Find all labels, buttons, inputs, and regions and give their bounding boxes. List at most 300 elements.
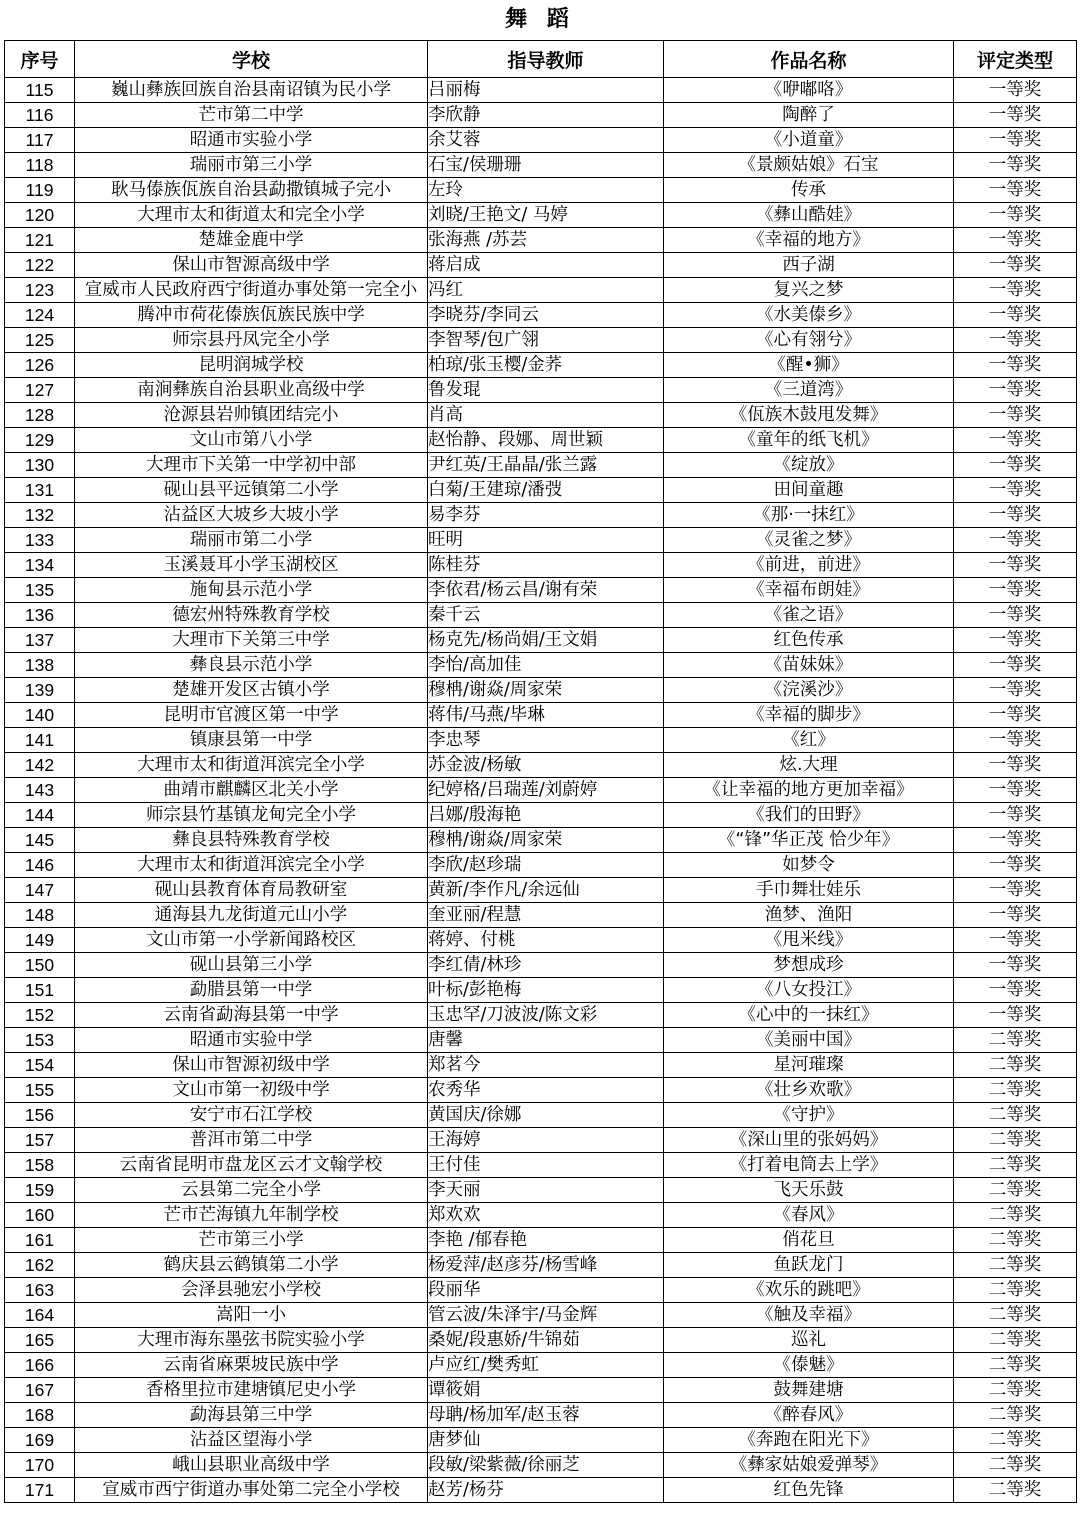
cell-teacher: 李艳 /郁春艳: [428, 1228, 664, 1253]
cell-school: 耿马傣族佤族自治县勐撒镇城子完小: [75, 178, 428, 203]
cell-school: 楚雄金鹿中学: [75, 228, 428, 253]
cell-number: 124: [5, 303, 75, 328]
cell-school: 昆明市官渡区第一中学: [75, 703, 428, 728]
table-row: [5, 1203, 1077, 1228]
cell-number: 142: [5, 753, 75, 778]
cell-work: 《壮乡欢歌》: [664, 1078, 954, 1103]
cell-award: 二等奖: [954, 1403, 1077, 1428]
cell-number: 162: [5, 1253, 75, 1278]
cell-teacher: 李依君/杨云昌/谢有荣: [428, 578, 664, 603]
cell-work: 《童年的纸飞机》: [664, 428, 954, 453]
table-row: [5, 353, 1077, 378]
table-row: [5, 1403, 1077, 1428]
cell-award: 一等奖: [954, 703, 1077, 728]
cell-work: 《八女投江》: [664, 978, 954, 1003]
table-row: [5, 428, 1077, 453]
cell-work: 《打着电筒去上学》: [664, 1153, 954, 1178]
header-work: 作品名称: [664, 41, 954, 78]
cell-number: 126: [5, 353, 75, 378]
cell-work: 《让幸福的地方更加幸福》: [664, 778, 954, 803]
cell-award: 一等奖: [954, 178, 1077, 203]
cell-award: 一等奖: [954, 503, 1077, 528]
cell-teacher: 穆柟/谢焱/周家荣: [428, 678, 664, 703]
cell-teacher: 蒋婷、付桃: [428, 928, 664, 953]
table-row: [5, 753, 1077, 778]
table-row: [5, 178, 1077, 203]
table-row: [5, 1178, 1077, 1203]
cell-school: 昭通市实验小学: [75, 128, 428, 153]
cell-award: 一等奖: [954, 103, 1077, 128]
cell-teacher: 段敏/梁紫薇/徐丽芝: [428, 1453, 664, 1478]
cell-award: 一等奖: [954, 878, 1077, 903]
cell-work: 《绽放》: [664, 453, 954, 478]
cell-award: 二等奖: [954, 1053, 1077, 1078]
cell-award: 一等奖: [954, 428, 1077, 453]
cell-work: 《佤族木鼓甩发舞》: [664, 403, 954, 428]
cell-teacher: 李天丽: [428, 1178, 664, 1203]
cell-number: 163: [5, 1278, 75, 1303]
cell-teacher: 李忠琴: [428, 728, 664, 753]
table-row: [5, 1253, 1077, 1278]
cell-award: 一等奖: [954, 1003, 1077, 1028]
cell-work: 《我们的田野》: [664, 803, 954, 828]
cell-number: 140: [5, 703, 75, 728]
table-row: [5, 578, 1077, 603]
cell-teacher: 吕娜/殷海艳: [428, 803, 664, 828]
cell-school: 芒市第二中学: [75, 103, 428, 128]
cell-work: 《雀之语》: [664, 603, 954, 628]
cell-work: 《那·一抹红》: [664, 503, 954, 528]
cell-work: 《醒•狮》: [664, 353, 954, 378]
cell-award: 二等奖: [954, 1278, 1077, 1303]
cell-number: 138: [5, 653, 75, 678]
cell-number: 169: [5, 1428, 75, 1453]
cell-work: 炫.大理: [664, 753, 954, 778]
cell-school: 嵩阳一小: [75, 1303, 428, 1328]
cell-number: 121: [5, 228, 75, 253]
cell-teacher: 肖高: [428, 403, 664, 428]
cell-number: 145: [5, 828, 75, 853]
cell-award: 二等奖: [954, 1128, 1077, 1153]
cell-teacher: 吕丽梅: [428, 78, 664, 103]
cell-teacher: 李晓芬/李同云: [428, 303, 664, 328]
cell-teacher: 谭筱娟: [428, 1378, 664, 1403]
cell-award: 一等奖: [954, 803, 1077, 828]
table-row: [5, 1128, 1077, 1153]
table-row: [5, 878, 1077, 903]
cell-number: 167: [5, 1378, 75, 1403]
cell-school: 镇康县第一中学: [75, 728, 428, 753]
cell-school: 砚山县第三小学: [75, 953, 428, 978]
cell-school: 勐海县第三中学: [75, 1403, 428, 1428]
cell-number: 119: [5, 178, 75, 203]
cell-work: 西子湖: [664, 253, 954, 278]
cell-school: 勐腊县第一中学: [75, 978, 428, 1003]
cell-work: 《三道湾》: [664, 378, 954, 403]
cell-school: 南涧彝族自治县职业高级中学: [75, 378, 428, 403]
table-row: [5, 153, 1077, 178]
cell-award: 一等奖: [954, 528, 1077, 553]
cell-teacher: 管云波/朱泽宇/马金辉: [428, 1303, 664, 1328]
cell-teacher: 李怡/高加佳: [428, 653, 664, 678]
cell-work: 《灵雀之梦》: [664, 528, 954, 553]
cell-school: 会泽县驰宏小学校: [75, 1278, 428, 1303]
table-row: [5, 653, 1077, 678]
cell-teacher: 白菊/王建琼/潘弢: [428, 478, 664, 503]
cell-teacher: 叶标/彭艳梅: [428, 978, 664, 1003]
cell-teacher: 王付佳: [428, 1153, 664, 1178]
cell-work: 飞天乐鼓: [664, 1178, 954, 1203]
cell-award: 二等奖: [954, 1153, 1077, 1178]
cell-school: 芒市第三小学: [75, 1228, 428, 1253]
table-row: [5, 78, 1077, 103]
cell-number: 170: [5, 1453, 75, 1478]
table-row: [5, 503, 1077, 528]
table-row: [5, 1453, 1077, 1478]
cell-award: 一等奖: [954, 778, 1077, 803]
table-row: [5, 278, 1077, 303]
cell-award: 一等奖: [954, 853, 1077, 878]
cell-number: 122: [5, 253, 75, 278]
cell-school: 香格里拉市建塘镇尼史小学: [75, 1378, 428, 1403]
cell-school: 腾冲市荷花傣族佤族民族中学: [75, 303, 428, 328]
cell-work: 《苗妹妹》: [664, 653, 954, 678]
table-row: [5, 203, 1077, 228]
cell-number: 134: [5, 553, 75, 578]
cell-teacher: 黄国庆/徐娜: [428, 1103, 664, 1128]
cell-award: 二等奖: [954, 1453, 1077, 1478]
cell-award: 一等奖: [954, 78, 1077, 103]
cell-teacher: 石宝/侯珊珊: [428, 153, 664, 178]
header-award: 评定类型: [954, 41, 1077, 78]
cell-award: 一等奖: [954, 328, 1077, 353]
table-row: [5, 1103, 1077, 1128]
cell-work: 《咿嘟咯》: [664, 78, 954, 103]
cell-number: 156: [5, 1103, 75, 1128]
table-row: [5, 1353, 1077, 1378]
cell-number: 127: [5, 378, 75, 403]
cell-work: 《彝山酷娃》: [664, 203, 954, 228]
cell-number: 153: [5, 1028, 75, 1053]
cell-school: 大理市海东墨弦书院实验小学: [75, 1328, 428, 1353]
cell-school: 瑞丽市第三小学: [75, 153, 428, 178]
cell-number: 118: [5, 153, 75, 178]
cell-award: 二等奖: [954, 1178, 1077, 1203]
cell-school: 昭通市实验中学: [75, 1028, 428, 1053]
cell-teacher: 唐馨: [428, 1028, 664, 1053]
cell-school: 曲靖市麒麟区北关小学: [75, 778, 428, 803]
cell-work: 传承: [664, 178, 954, 203]
cell-teacher: 蒋伟/马燕/毕琳: [428, 703, 664, 728]
cell-work: 《红》: [664, 728, 954, 753]
cell-number: 130: [5, 453, 75, 478]
cell-work: 红色传承: [664, 628, 954, 653]
cell-work: 鱼跃龙门: [664, 1253, 954, 1278]
cell-work: 《醉春风》: [664, 1403, 954, 1428]
cell-teacher: 黄新/李作凡/余远仙: [428, 878, 664, 903]
cell-work: 巡礼: [664, 1328, 954, 1353]
cell-school: 砚山县平远镇第二小学: [75, 478, 428, 503]
table-row: [5, 628, 1077, 653]
cell-teacher: 桑妮/段惠娇/牛锦茹: [428, 1328, 664, 1353]
table-row: [5, 978, 1077, 1003]
table-row: [5, 678, 1077, 703]
cell-teacher: 奎亚丽/程慧: [428, 903, 664, 928]
cell-number: 149: [5, 928, 75, 953]
cell-number: 146: [5, 853, 75, 878]
cell-school: 宣威市人民政府西宁街道办事处第一完全小: [75, 278, 428, 303]
cell-work: 《彝家姑娘爱弹琴》: [664, 1453, 954, 1478]
table-row: [5, 1053, 1077, 1078]
cell-number: 151: [5, 978, 75, 1003]
table-row: [5, 853, 1077, 878]
cell-school: 云南省麻栗坡民族中学: [75, 1353, 428, 1378]
cell-number: 152: [5, 1003, 75, 1028]
cell-award: 一等奖: [954, 653, 1077, 678]
cell-number: 155: [5, 1078, 75, 1103]
cell-school: 大理市太和街道洱滨完全小学: [75, 753, 428, 778]
cell-award: 二等奖: [954, 1103, 1077, 1128]
cell-number: 148: [5, 903, 75, 928]
table-row: [5, 778, 1077, 803]
cell-school: 峨山县职业高级中学: [75, 1453, 428, 1478]
cell-teacher: 杨爱萍/赵彦芬/杨雪峰: [428, 1253, 664, 1278]
cell-school: 云县第二完全小学: [75, 1178, 428, 1203]
cell-number: 139: [5, 678, 75, 703]
cell-teacher: 卢应红/樊秀虹: [428, 1353, 664, 1378]
cell-school: 文山市第一初级中学: [75, 1078, 428, 1103]
cell-school: 施甸县示范小学: [75, 578, 428, 603]
header-number: 序号: [5, 41, 75, 78]
cell-award: 一等奖: [954, 903, 1077, 928]
cell-teacher: 农秀华: [428, 1078, 664, 1103]
cell-school: 沾益区望海小学: [75, 1428, 428, 1453]
table-row: [5, 1428, 1077, 1453]
cell-school: 师宗县竹基镇龙甸完全小学: [75, 803, 428, 828]
cell-award: 一等奖: [954, 228, 1077, 253]
cell-number: 137: [5, 628, 75, 653]
table-row: [5, 803, 1077, 828]
cell-work: 《触及幸福》: [664, 1303, 954, 1328]
cell-number: 141: [5, 728, 75, 753]
cell-award: 一等奖: [954, 478, 1077, 503]
table-body: [5, 78, 1077, 1503]
cell-work: 陶醉了: [664, 103, 954, 128]
cell-award: 一等奖: [954, 753, 1077, 778]
cell-work: 《前进，前进》: [664, 553, 954, 578]
table-row: [5, 1028, 1077, 1053]
cell-number: 166: [5, 1353, 75, 1378]
cell-number: 171: [5, 1478, 75, 1503]
table-row: [5, 228, 1077, 253]
cell-number: 164: [5, 1303, 75, 1328]
cell-work: 《水美傣乡》: [664, 303, 954, 328]
cell-work: 《幸福的脚步》: [664, 703, 954, 728]
cell-number: 158: [5, 1153, 75, 1178]
cell-school: 师宗县丹凤完全小学: [75, 328, 428, 353]
cell-work: 鼓舞建塘: [664, 1378, 954, 1403]
cell-work: 《心有翎兮》: [664, 328, 954, 353]
cell-award: 二等奖: [954, 1428, 1077, 1453]
cell-award: 二等奖: [954, 1328, 1077, 1353]
cell-award: 一等奖: [954, 128, 1077, 153]
cell-award: 一等奖: [954, 153, 1077, 178]
awards-table: [4, 40, 1077, 1503]
table-row: [5, 903, 1077, 928]
cell-teacher: 陈桂芬: [428, 553, 664, 578]
cell-school: 楚雄开发区古镇小学: [75, 678, 428, 703]
cell-number: 116: [5, 103, 75, 128]
cell-teacher: 段丽华: [428, 1278, 664, 1303]
cell-award: 一等奖: [954, 678, 1077, 703]
cell-work: 手巾舞壮娃乐: [664, 878, 954, 903]
cell-teacher: 秦千云: [428, 603, 664, 628]
cell-award: 一等奖: [954, 203, 1077, 228]
cell-award: 二等奖: [954, 1253, 1077, 1278]
cell-school: 瑞丽市第二小学: [75, 528, 428, 553]
cell-work: 星河璀璨: [664, 1053, 954, 1078]
cell-work: 《幸福布朗娃》: [664, 578, 954, 603]
cell-teacher: 余艾蓉: [428, 128, 664, 153]
cell-school: 宣威市西宁街道办事处第二完全小学校: [75, 1478, 428, 1503]
cell-number: 117: [5, 128, 75, 153]
cell-award: 二等奖: [954, 1478, 1077, 1503]
cell-work: 《甩米线》: [664, 928, 954, 953]
cell-school: 彝良县示范小学: [75, 653, 428, 678]
table-row: [5, 928, 1077, 953]
cell-teacher: 鲁发琨: [428, 378, 664, 403]
table-row: [5, 378, 1077, 403]
cell-number: 160: [5, 1203, 75, 1228]
cell-teacher: 左玲: [428, 178, 664, 203]
cell-award: 二等奖: [954, 1303, 1077, 1328]
cell-teacher: 刘晓/王艳文/ 马婷: [428, 203, 664, 228]
table-row: [5, 528, 1077, 553]
cell-teacher: 李智琴/包广翎: [428, 328, 664, 353]
cell-award: 一等奖: [954, 403, 1077, 428]
cell-teacher: 母聃/杨加军/赵玉蓉: [428, 1403, 664, 1428]
table-row: [5, 1228, 1077, 1253]
cell-award: 一等奖: [954, 378, 1077, 403]
table-row: [5, 453, 1077, 478]
cell-award: 一等奖: [954, 928, 1077, 953]
cell-school: 保山市智源初级中学: [75, 1053, 428, 1078]
cell-work: 田间童趣: [664, 478, 954, 503]
table-row: [5, 728, 1077, 753]
cell-award: 一等奖: [954, 828, 1077, 853]
cell-award: 一等奖: [954, 603, 1077, 628]
cell-teacher: 冯红: [428, 278, 664, 303]
cell-award: 一等奖: [954, 303, 1077, 328]
cell-work: 俏花旦: [664, 1228, 954, 1253]
table-row: [5, 1278, 1077, 1303]
cell-number: 136: [5, 603, 75, 628]
cell-number: 150: [5, 953, 75, 978]
page-title: 舞 蹈: [505, 7, 575, 32]
cell-teacher: 苏金波/杨敏: [428, 753, 664, 778]
cell-work: 《深山里的张妈妈》: [664, 1128, 954, 1153]
cell-school: 云南省勐海县第一中学: [75, 1003, 428, 1028]
table-row: [5, 1378, 1077, 1403]
cell-teacher: 李欣静: [428, 103, 664, 128]
table-row: [5, 103, 1077, 128]
cell-school: 安宁市石江学校: [75, 1103, 428, 1128]
header-row: [5, 41, 1077, 78]
cell-teacher: 玉忠罕/刀波波/陈文彩: [428, 1003, 664, 1028]
cell-award: 一等奖: [954, 628, 1077, 653]
cell-number: 129: [5, 428, 75, 453]
table-row: [5, 603, 1077, 628]
cell-school: 玉溪聂耳小学玉湖校区: [75, 553, 428, 578]
cell-award: 一等奖: [954, 578, 1077, 603]
cell-work: 《“锋”华正茂 恰少年》: [664, 828, 954, 853]
cell-teacher: 郑欢欢: [428, 1203, 664, 1228]
cell-school: 文山市第一小学新闻路校区: [75, 928, 428, 953]
table-row: [5, 403, 1077, 428]
cell-school: 沧源县岩帅镇团结完小: [75, 403, 428, 428]
cell-teacher: 赵怡静、段娜、周世颖: [428, 428, 664, 453]
cell-number: 143: [5, 778, 75, 803]
cell-award: 一等奖: [954, 553, 1077, 578]
cell-number: 115: [5, 78, 75, 103]
table-row: [5, 828, 1077, 853]
cell-school: 通海县九龙街道元山小学: [75, 903, 428, 928]
table-row: [5, 553, 1077, 578]
cell-work: 《景颇姑娘》石宝: [664, 153, 954, 178]
cell-number: 165: [5, 1328, 75, 1353]
cell-teacher: 李红倩/林珍: [428, 953, 664, 978]
table-row: [5, 1153, 1077, 1178]
cell-number: 154: [5, 1053, 75, 1078]
cell-school: 德宏州特殊教育学校: [75, 603, 428, 628]
cell-number: 131: [5, 478, 75, 503]
cell-work: 梦想成珍: [664, 953, 954, 978]
cell-number: 123: [5, 278, 75, 303]
header-school: 学校: [75, 41, 428, 78]
cell-school: 云南省昆明市盘龙区云才文翰学校: [75, 1153, 428, 1178]
cell-work: 《幸福的地方》: [664, 228, 954, 253]
cell-number: 128: [5, 403, 75, 428]
table-row: [5, 303, 1077, 328]
cell-number: 147: [5, 878, 75, 903]
cell-work: 《傣魅》: [664, 1353, 954, 1378]
cell-award: 二等奖: [954, 1028, 1077, 1053]
table-row: [5, 1328, 1077, 1353]
cell-school: 大理市太和街道太和完全小学: [75, 203, 428, 228]
cell-award: 一等奖: [954, 453, 1077, 478]
cell-award: 二等奖: [954, 1378, 1077, 1403]
cell-school: 普洱市第二中学: [75, 1128, 428, 1153]
cell-number: 120: [5, 203, 75, 228]
cell-award: 一等奖: [954, 353, 1077, 378]
cell-work: 红色先锋: [664, 1478, 954, 1503]
cell-teacher: 易李芬: [428, 503, 664, 528]
cell-school: 沾益区大坡乡大坡小学: [75, 503, 428, 528]
table-row: [5, 1078, 1077, 1103]
table-row: [5, 1478, 1077, 1503]
cell-teacher: 尹红英/王晶晶/张兰露: [428, 453, 664, 478]
header-teacher: 指导教师: [428, 41, 664, 78]
cell-award: 二等奖: [954, 1228, 1077, 1253]
cell-school: 彝良县特殊教育学校: [75, 828, 428, 853]
cell-teacher: 杨克先/杨尚娟/王文娟: [428, 628, 664, 653]
cell-work: 渔梦、渔阳: [664, 903, 954, 928]
table-row: [5, 478, 1077, 503]
cell-school: 大理市下关第一中学初中部: [75, 453, 428, 478]
cell-number: 168: [5, 1403, 75, 1428]
cell-school: 文山市第八小学: [75, 428, 428, 453]
cell-school: 巍山彝族回族自治县南诏镇为民小学: [75, 78, 428, 103]
